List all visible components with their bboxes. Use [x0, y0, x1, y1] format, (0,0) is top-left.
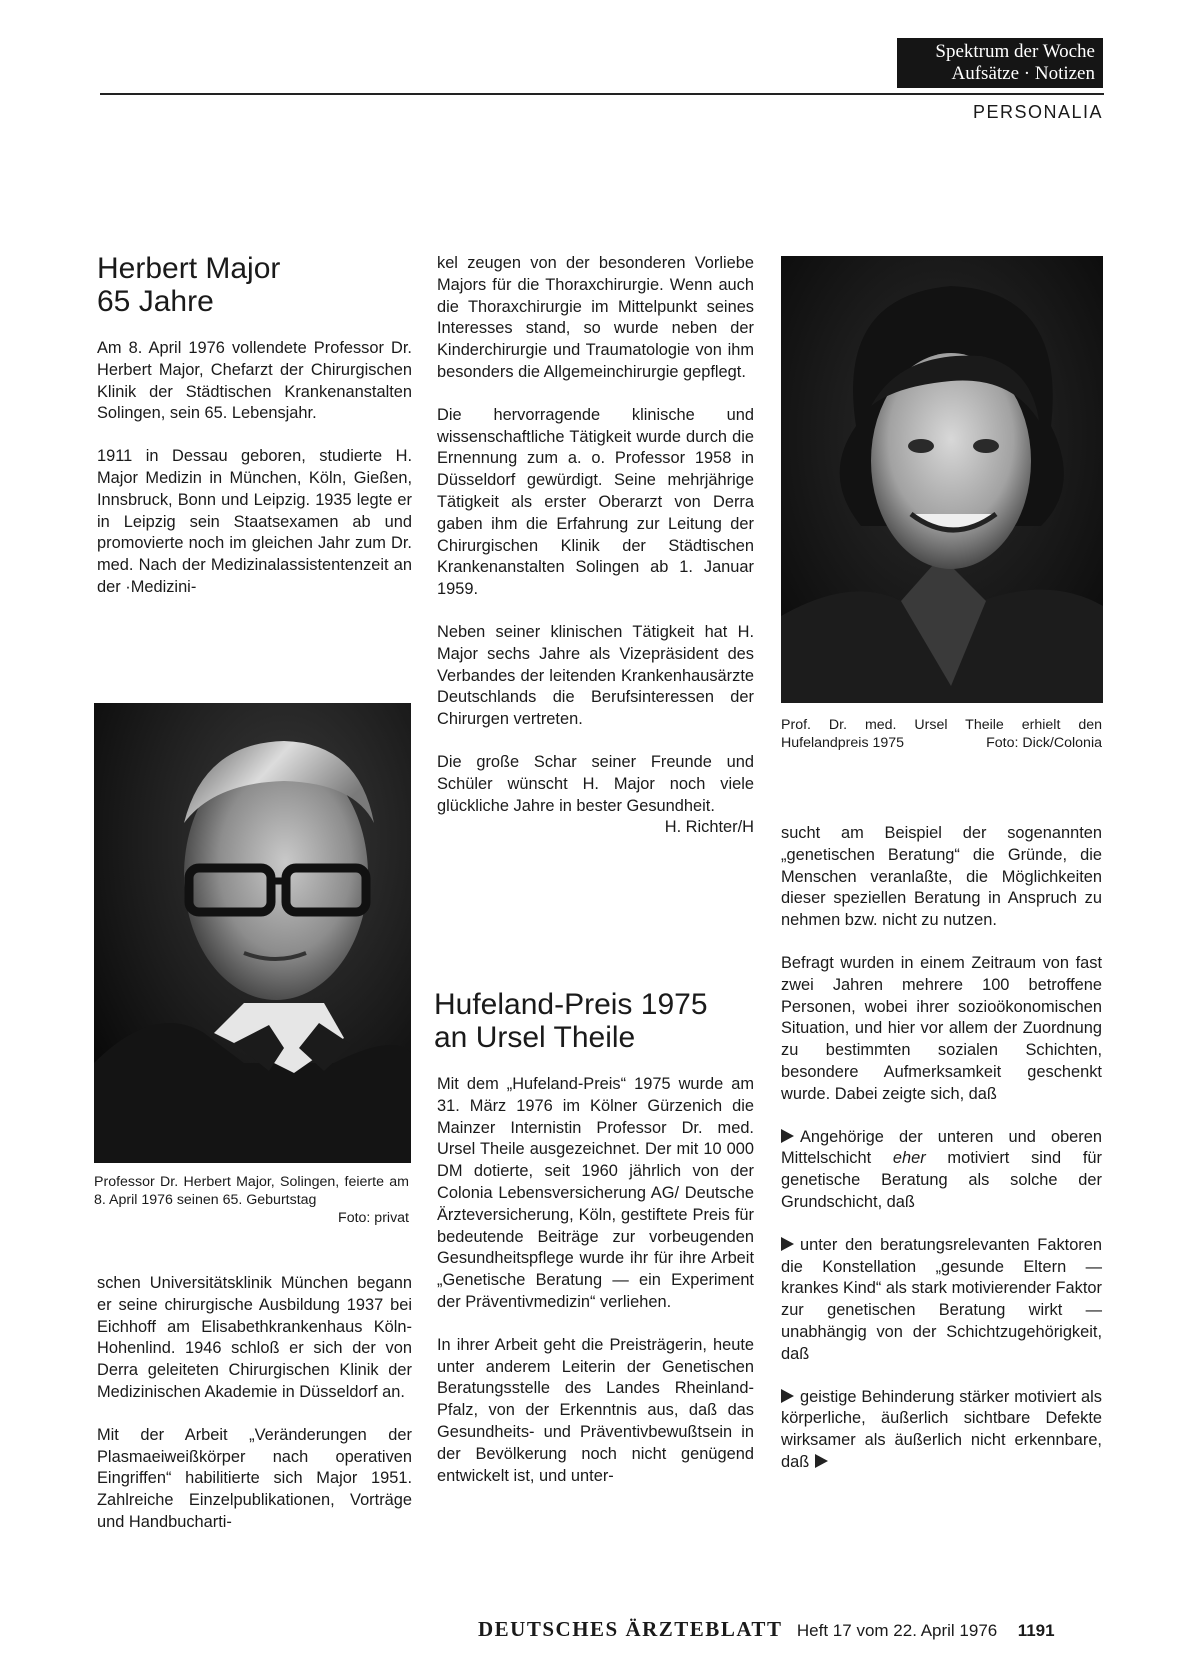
article-2-column-3 [781, 823, 1102, 1495]
article-2-title-line-2: an Ursel Theile [434, 1021, 636, 1054]
photo-credit: Foto: privat [338, 1210, 409, 1226]
paragraph: sucht am Beispiel der sogenannten „genetischen Beratung“ die Gründe, die Menschen veranlaßte, die Möglichkeiten dieser speziellen Beratung in Anspruch zu nehmen bzw. nicht zu nutzen. [781, 824, 1102, 930]
herbert-major-caption [94, 1173, 409, 1227]
badge-line-2: Aufsätze · Notizen [951, 63, 1095, 84]
bullet-text: Angehörige der unteren und oberen Mittelschicht [781, 1127, 1102, 1168]
ursel-theile-photo [781, 256, 1103, 703]
article-1-title-line-2: 65 Jahre [97, 285, 214, 318]
paragraph: schen Universitätsklinik München begann er seine chirurgische Ausbildung 1937 bei Eichhoff am Elisabethkrankenhaus Köln-Hohenlind. 1946 schloß er sich der von Derra geleiteten Chirurgischen Klinik der Medizinischen Akademie in Düsseldorf an. [97, 1274, 412, 1401]
bullet-text: motiviert sind für genetische Beratung als solche der Grundschicht, daß [781, 1149, 1102, 1211]
bullet-item [781, 1235, 1102, 1366]
article-1-title [97, 252, 417, 318]
triangle-bullet-icon [781, 1129, 794, 1143]
triangle-bullet-icon [781, 1389, 794, 1403]
bullet-item [781, 1127, 1102, 1214]
article-1-column-1-top [97, 338, 412, 620]
triangle-bullet-icon [781, 1237, 794, 1251]
ursel-theile-caption [781, 716, 1102, 752]
caption-text: Professor Dr. Herbert Major, Solingen, feierte am 8. April 1976 seinen 65. Geburtstag [94, 1174, 409, 1208]
paragraph: 1911 in Dessau geboren, studierte H. Major Medizin in München, Köln, Gießen, Innsbruck, Bonn und Leipzig. 1935 legte er in Leipzig sein Staatsexamen ab und promovierte noch im gleichen Jahr zum Dr. med. Nach der Medizinalassistentenzeit an der ·Medizini- [97, 447, 412, 596]
badge-line-1: Spektrum der Woche [935, 41, 1095, 62]
bullet-text: geistige Behinderung stärker motiviert als körperliche, äußerlich sichtbare Defekte wirksamer als äußerlich nicht erkennbare, daß [781, 1387, 1102, 1471]
article-1-title-line-1: Herbert Major [97, 252, 281, 285]
journal-name: DEUTSCHES ÄRZTEBLATT [478, 1617, 783, 1641]
emphasis-text: eher [892, 1149, 926, 1168]
header-rule [100, 93, 1104, 95]
caption-text: Prof. Dr. med. Ursel Theile erhielt den Hufelandpreis 1975 [781, 717, 1102, 751]
author-signature: H. Richter/H [664, 818, 754, 837]
section-label: PERSONALIA [972, 102, 1103, 122]
article-1-column-1-bottom [97, 1273, 412, 1555]
photo-credit: Foto: Dick/Colonia [986, 735, 1102, 751]
paragraph: Mit der Arbeit „Veränderungen der Plasmaeiweißkörper nach operativen Eingriffen“ habilitierte sich Major 1951. Zahlreiche Einzelpublikationen, Vorträge und Handbucharti- [97, 1425, 412, 1531]
paragraph: kel zeugen von der besonderen Vorliebe Majors für die Thoraxchirurgie. Wenn auch die Thoraxchirurgie im Mittelpunkt seines Interesses stand, so wurde neben der Kinderchirurgie und Traumatologie von ihm besonders die Allgemeinchirurgie gepflegt. [437, 254, 754, 381]
article-2-title [434, 988, 754, 1054]
paragraph: Mit dem „Hufeland-Preis“ 1975 wurde am 31. März 1976 im Kölner Gürzenich die Mainzer Internistin Professor Dr. med. Ursel Theile ausgezeichnet. Der mit 10 000 DM dotierte, seit 1960 jährlich von der Colonia Lebensversicherung AG/ Deutsche Ärzteversicherung, Köln, gestiftete Preis für bedeutende Beiträge zur vorbeugenden Gesundheitspflege wurde ihr für ihre Arbeit „Genetische Beratung — ein Experiment der Präventivmedizin“ verliehen. [437, 1075, 754, 1311]
paragraph: Die große Schar seiner Freunde und Schüler wünscht H. Major noch viele glückliche Jahre in bester Gesundheit. [437, 752, 754, 815]
bullet-item [781, 1387, 1102, 1474]
herbert-major-photo [94, 703, 411, 1163]
paragraph: Befragt wurden in einem Zeitraum von fast zwei Jahren mehrere 100 betroffene Personen, wobei ihrer sozioökonomischen Situation, und hier vor allem der Zuordnung zu bestimmten sozialen Schichten, besondere Aufmerksamkeit geschenkt wurde. Dabei zeigte sich, daß [781, 953, 1102, 1103]
page-footer [478, 1617, 1055, 1642]
issue-info: Heft 17 vom 22. April 1976 [796, 1621, 998, 1640]
continue-arrow-icon [815, 1454, 828, 1468]
paragraph: Am 8. April 1976 vollendete Professor Dr. Herbert Major, Chefarzt der Chirurgischen Klinik der Städtischen Krankenanstalten Solingen, sein 65. Lebensjahr. [97, 339, 412, 423]
article-1-column-2 [437, 253, 754, 839]
bullet-text: unter den beratungsrelevanten Faktoren die Konstellation „gesunde Eltern — krankes Kind“ als stark motivierender Faktor zur genetischen Beratung wirkt — unabhängig von der Schichtzugehörigkeit, daß [781, 1235, 1102, 1363]
section-badge [897, 38, 1103, 88]
page-number: 1191 [1017, 1621, 1055, 1640]
paragraph: In ihrer Arbeit geht die Preisträgerin, heute unter anderem Leiterin der Genetischen Beratungsstelle des Landes Rheinland-Pfalz, von der Erkenntnis aus, daß das Gesundheits- und Präventivbewußtsein in der Bevölkerung noch nicht genügend entwickelt ist, und unter- [437, 1335, 754, 1485]
article-2-title-line-1: Hufeland-Preis 1975 [434, 988, 708, 1021]
article-2-column-2 [437, 1074, 754, 1508]
paragraph: Neben seiner klinischen Tätigkeit hat H. Major sechs Jahre als Vizepräsident des Verbandes der leitenden Krankenhausärzte Deutschlands die Berufsinteressen der Chirurgen vertreten. [437, 622, 754, 729]
paragraph: Die hervorragende klinische und wissenschaftliche Tätigkeit wurde durch die Ernennung zum a. o. Professor 1958 in Düsseldorf gewürdigt. Seine mehrjährige Tätigkeit als erster Oberarzt von Derra gaben ihm die Erfahrung zur Leitung der Chirurgischen Klinik der Städtischen Krankenanstalten Solingen ab 1. Januar 1959. [437, 405, 754, 599]
